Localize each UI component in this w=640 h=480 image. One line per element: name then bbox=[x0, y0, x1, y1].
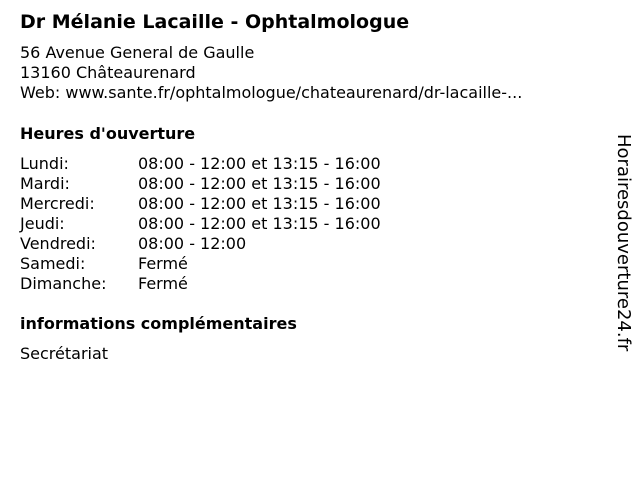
opening-hours-table bbox=[20, 154, 381, 294]
hours-day: Dimanche: bbox=[20, 274, 107, 293]
site-watermark: Horairesdouverture24.fr bbox=[613, 134, 634, 352]
hours-row-mardi bbox=[20, 174, 381, 194]
website-link[interactable]: Web: www.sante.fr/ophtalmologue/chateaurenard/dr-lacaille-... bbox=[20, 83, 523, 102]
hours-day: Jeudi: bbox=[20, 214, 65, 233]
hours-time: 08:00 - 12:00 bbox=[138, 234, 247, 253]
hours-time: 08:00 - 12:00 et 13:15 - 16:00 bbox=[138, 214, 381, 233]
hours-day: Vendredi: bbox=[20, 234, 96, 253]
hours-day: Mardi: bbox=[20, 174, 70, 193]
page-title: Dr Mélanie Lacaille - Ophtalmologue bbox=[20, 11, 410, 33]
hours-row-vendredi bbox=[20, 234, 381, 254]
address-block bbox=[20, 43, 522, 103]
hours-time: 08:00 - 12:00 et 13:15 - 16:00 bbox=[138, 174, 381, 193]
street-address: 56 Avenue General de Gaulle bbox=[20, 43, 255, 62]
hours-row-dimanche bbox=[20, 274, 381, 294]
hours-row-samedi bbox=[20, 254, 381, 274]
hours-day: Lundi: bbox=[20, 154, 69, 173]
hours-row-lundi bbox=[20, 154, 381, 174]
hours-heading: Heures d'ouverture bbox=[20, 124, 196, 143]
hours-time: 08:00 - 12:00 et 13:15 - 16:00 bbox=[138, 194, 381, 213]
hours-row-jeudi bbox=[20, 214, 381, 234]
city-address: 13160 Châteaurenard bbox=[20, 63, 196, 82]
hours-time: Fermé bbox=[138, 274, 188, 293]
hours-time: 08:00 - 12:00 et 13:15 - 16:00 bbox=[138, 154, 381, 173]
hours-day: Samedi: bbox=[20, 254, 86, 273]
info-heading: informations complémentaires bbox=[20, 314, 297, 333]
hours-day: Mercredi: bbox=[20, 194, 95, 213]
hours-time: Fermé bbox=[138, 254, 188, 273]
hours-row-mercredi bbox=[20, 194, 381, 214]
info-text: Secrétariat bbox=[20, 344, 109, 363]
